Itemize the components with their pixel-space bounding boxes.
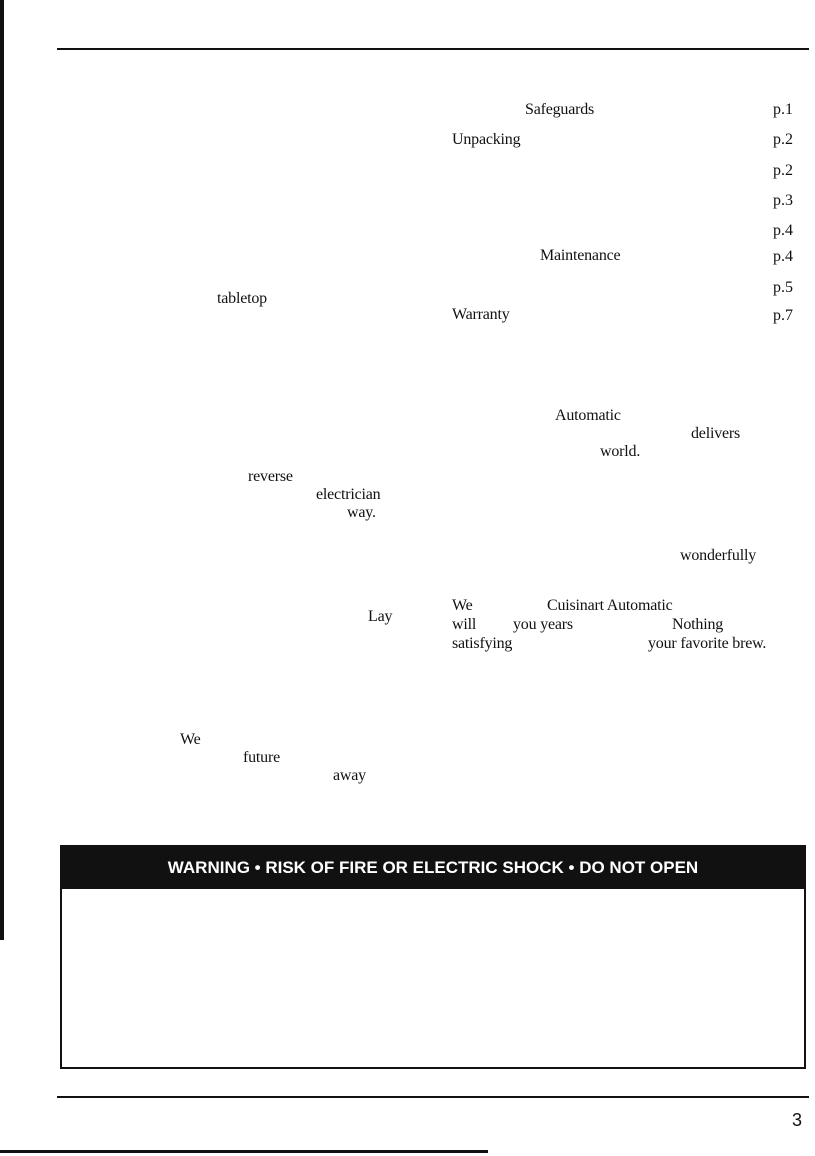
text-we-right: We	[452, 597, 473, 614]
top-rule	[57, 48, 809, 50]
text-way: way.	[347, 504, 376, 521]
text-we-left: We	[180, 731, 201, 748]
text-electrician: electrician	[316, 486, 381, 503]
toc-label-unpacking: Unpacking	[452, 131, 521, 148]
text-world: world.	[600, 443, 641, 460]
left-edge-rule	[0, 0, 4, 940]
page-number: 3	[792, 1110, 803, 1130]
text-wonderfully: wonderfully	[680, 547, 757, 564]
text-tabletop: tabletop	[217, 290, 267, 307]
warning-box	[60, 845, 806, 1069]
toc-page-entry-5: p.4	[773, 222, 793, 239]
toc-page-entry-3: p.2	[773, 162, 793, 179]
text-your-favorite-brew: your favorite brew.	[648, 635, 767, 652]
toc-page-maintenance: p.4	[773, 248, 793, 265]
text-automatic: Automatic	[555, 407, 621, 424]
text-nothing: Nothing	[672, 616, 724, 633]
toc-page-entry-7: p.5	[773, 279, 793, 296]
text-lay: Lay	[368, 608, 393, 625]
toc-label-warranty: Warranty	[452, 306, 510, 323]
toc-page-unpacking: p.2	[773, 131, 793, 148]
text-cuisinart-automatic: Cuisinart Automatic	[547, 597, 673, 614]
text-future: future	[243, 749, 281, 766]
text-away: away	[333, 767, 366, 784]
warning-heading: WARNING • RISK OF FIRE OR ELECTRIC SHOCK • DO NOT OPEN	[62, 847, 804, 889]
warning-body	[62, 889, 804, 1067]
footer-rule	[0, 1150, 488, 1153]
toc-label-safeguards: Safeguards	[525, 101, 595, 118]
toc-page-safeguards: p.1	[773, 101, 793, 118]
toc-label-maintenance: Maintenance	[540, 247, 621, 264]
text-reverse: reverse	[248, 468, 293, 485]
text-you-years: you years	[513, 616, 573, 633]
toc-page-entry-4: p.3	[773, 192, 793, 209]
toc-page-warranty: p.7	[773, 307, 793, 324]
text-will: will	[452, 616, 477, 633]
text-delivers: delivers	[691, 425, 741, 442]
bottom-rule	[57, 1096, 809, 1098]
text-satisfying: satisfying	[452, 635, 513, 652]
